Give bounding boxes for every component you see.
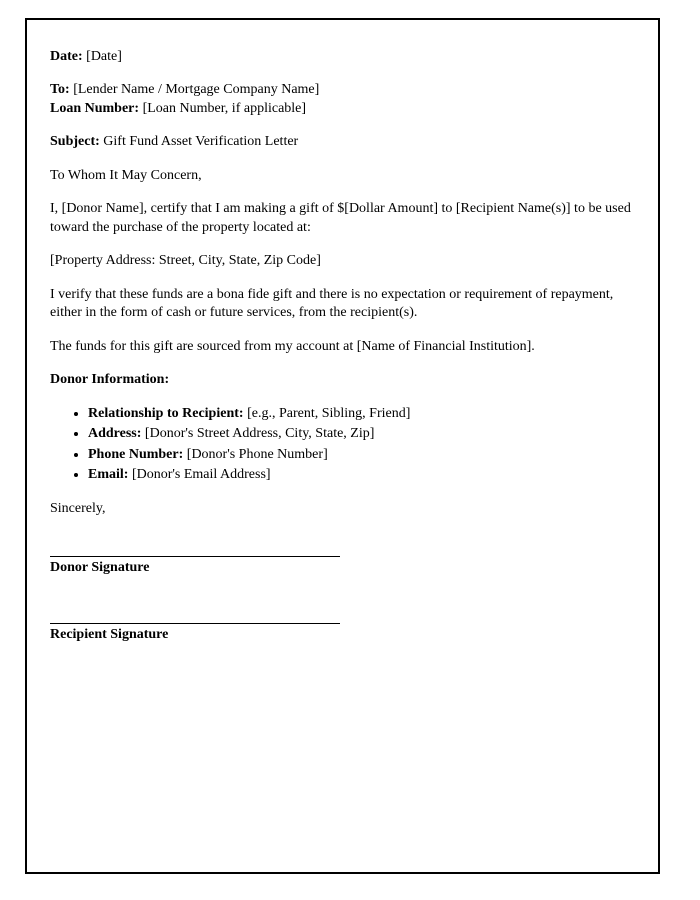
list-item-relationship [88, 405, 634, 423]
donor-signature-label: Donor Signature [50, 559, 150, 575]
donor-info-heading-text: Donor Information: [50, 372, 170, 388]
gift-statement-paragraph: I, [Donor Name], certify that I am making a gift of $[Dollar Amount] to [Recipient Name(s)] to be used toward the purchase of the property located at: [50, 201, 631, 235]
relationship-label: Relationship to Recipient: [88, 405, 244, 421]
relationship-value: [e.g., Parent, Sibling, Friend] [247, 405, 411, 421]
date-label: Date: [50, 49, 83, 64]
to-line [50, 81, 634, 99]
subject-label: Subject: [50, 134, 100, 150]
email-value: [Donor's Email Address] [131, 467, 271, 483]
to-value: [Lender Name / Mortgage Company Name] [73, 82, 320, 98]
donor-info-list [50, 405, 634, 485]
address-value: [Donor's Street Address, City, State, Zip] [144, 426, 375, 442]
property-address-line: [Property Address: Street, City, State, Zip Code] [50, 253, 321, 269]
email-label: Email: [88, 467, 129, 483]
loan-number-label: Loan Number: [50, 100, 140, 116]
fund-source-paragraph: The funds for this gift are sourced from my account at [Name of Financial Institution]. [50, 338, 535, 354]
verification-paragraph: I verify that these funds are a bona fide gift and there is no expectation or requirement of repayment, either in the form of cash or future services, from the recipient(s). [50, 286, 614, 321]
address-label: Address: [88, 426, 142, 442]
subject-line [50, 133, 634, 151]
date-line [50, 48, 634, 66]
recipient-block [50, 81, 634, 118]
phone-label: Phone Number: [88, 446, 184, 462]
to-label: To: [50, 82, 70, 98]
donor-signature-line [50, 542, 340, 557]
loan-number-line [50, 100, 634, 118]
donor-info-heading [50, 371, 634, 389]
loan-number-value: [Loan Number, if applicable] [142, 100, 307, 116]
list-item-phone [88, 446, 634, 464]
closing-line: Sincerely, [50, 500, 106, 516]
subject-value: Gift Fund Asset Verification Letter [103, 134, 299, 150]
recipient-signature-line [50, 609, 340, 624]
date-value: [Date] [86, 49, 122, 64]
phone-value: [Donor's Phone Number] [186, 446, 328, 462]
recipient-signature-label: Recipient Signature [50, 627, 169, 643]
letter-page [25, 18, 660, 874]
list-item-address [88, 425, 634, 443]
salutation: To Whom It May Concern, [50, 167, 202, 183]
list-item-email [88, 466, 634, 484]
